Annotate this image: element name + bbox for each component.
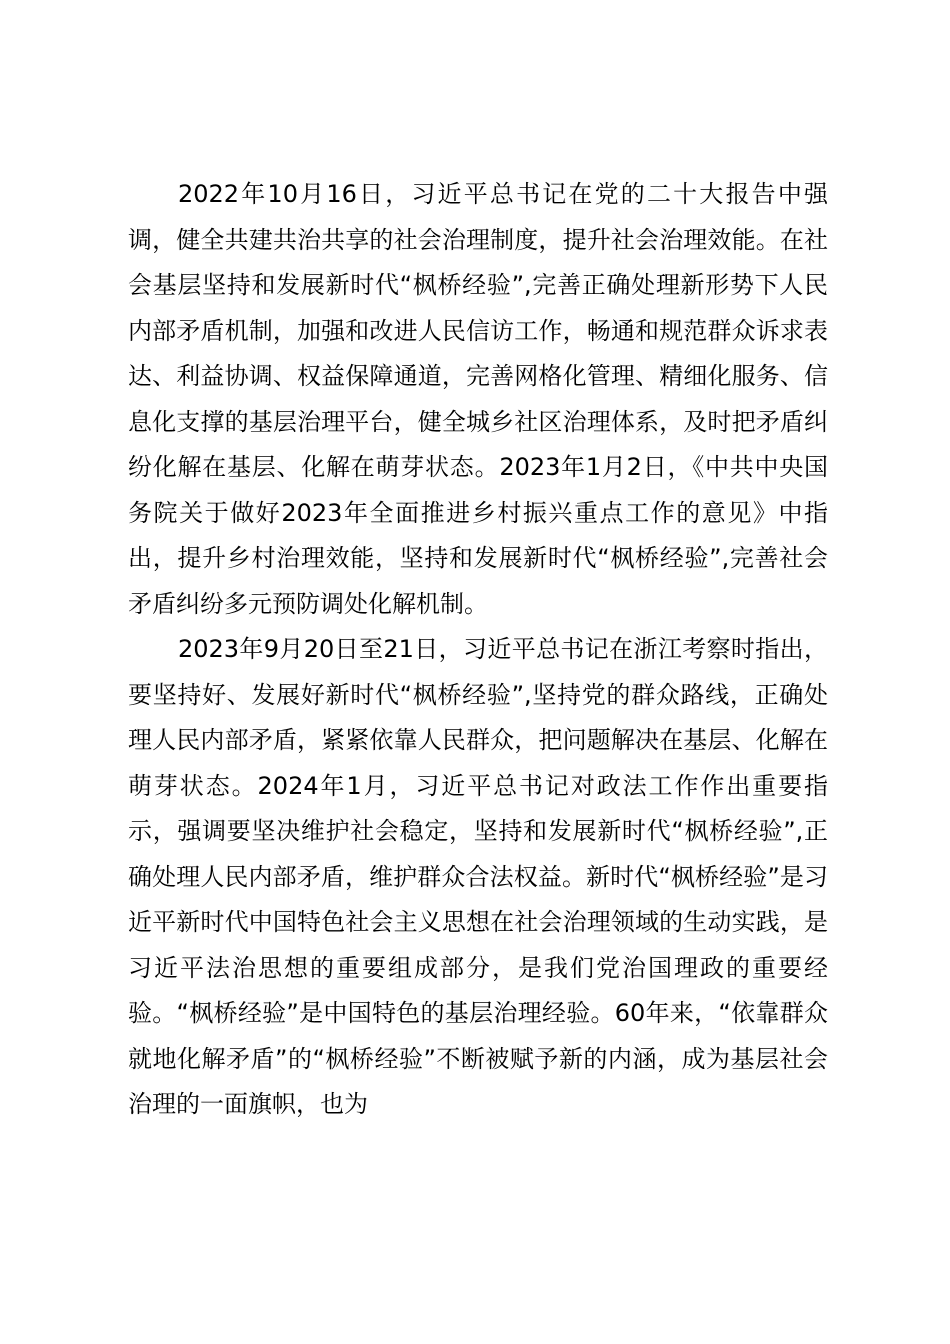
paragraph-1: 2022年10月16日，习近平总书记在党的二十大报告中强调，健全共建共治共享的社会治理制度，提升社会治理效能。在社会基层坚持和发展新时代“枫桥经验”,完善正确处理新形势下人民内部矛盾机制，加强和改进人民信访工作，畅通和规范群众诉求表达、利益协调、权益保障通道，完善网格化管理、精细化服务、信息化支撑的基层治理平台，健全城乡社区治理体系，及时把矛盾纠纷化解在基层、化解在萌芽状态。2023年1月2日，《中共中央国务院关于做好2023年全面推进乡村振兴重点工作的意见》中指出，提升乡村治理效能，坚持和发展新时代“枫桥经验”,完善社会矛盾纠纷多元预防调处化解机制。 <box>128 180 828 618</box>
body-text <box>128 172 828 1128</box>
paragraph-2: 2023年9月20日至21日，习近平总书记在浙江考察时指出，要坚持好、发展好新时代“枫桥经验”,坚持党的群众路线，正确处理人民内部矛盾，紧紧依靠人民群众，把问题解决在基层、化解在萌芽状态。2024年1月，习近平总书记对政法工作作出重要指示，强调要坚决维护社会稳定，坚持和发展新时代“枫桥经验”,正确处理人民内部矛盾，维护群众合法权益。新时代“枫桥经验”是习近平新时代中国特色社会主义思想在社会治理领域的生动实践，是习近平法治思想的重要组成部分，是我们党治国理政的重要经验。“枫桥经验”是中国特色的基层治理经验。60年来，“依靠群众就地化解矛盾”的“枫桥经验”不断被赋予新的内涵，成为基层社会治理的一面旗帜，也为 <box>128 635 828 1118</box>
